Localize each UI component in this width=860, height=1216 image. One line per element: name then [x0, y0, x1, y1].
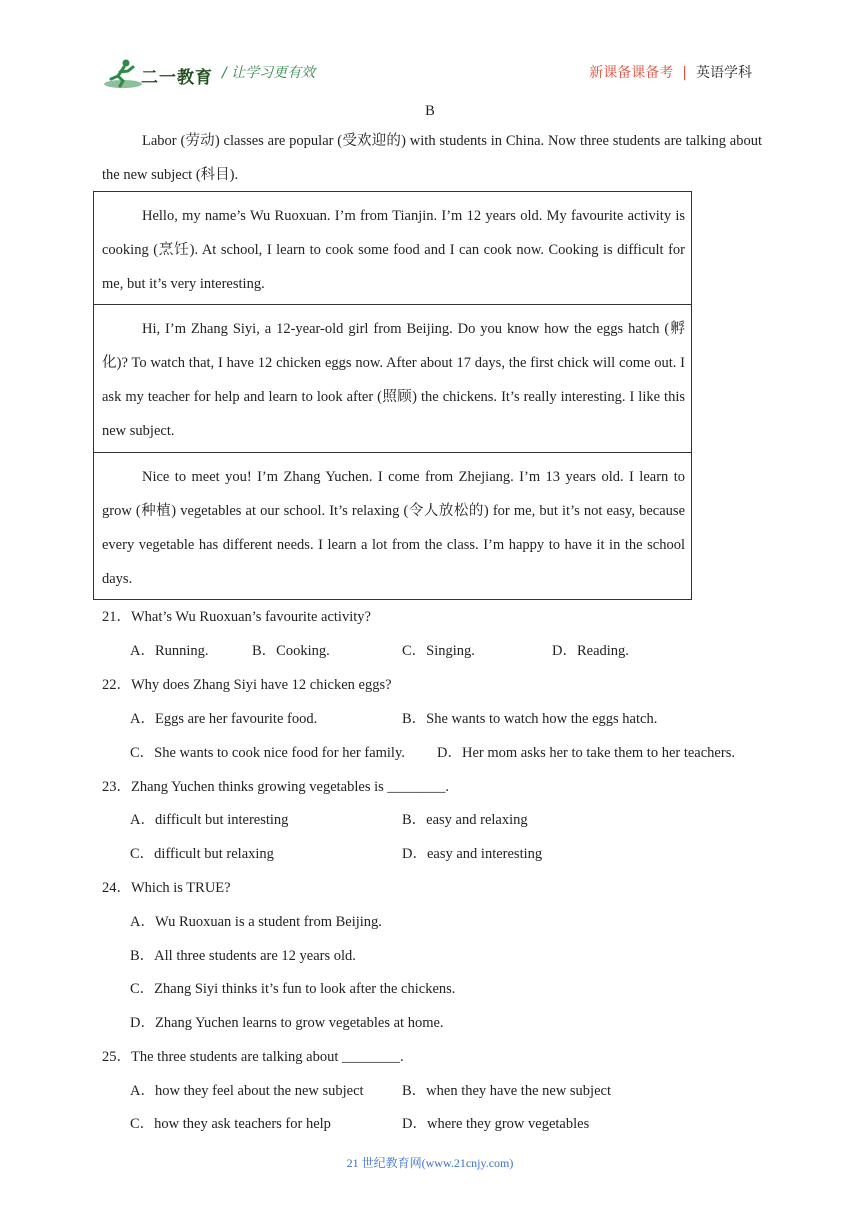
q23-option-d: D．easy and interesting — [402, 846, 543, 862]
question-24-stem: 24．Which is TRUE? — [102, 880, 231, 896]
q25-option-a: A．how they feel about the new subject — [130, 1083, 364, 1099]
q21-option-a: A．Running. — [130, 643, 209, 659]
question-23-stem: 23．Zhang Yuchen thinks growing vegetables is ________. — [102, 779, 450, 795]
runner-logo-icon — [103, 57, 143, 89]
q22-option-b: B．She wants to watch how the eggs hatch. — [402, 711, 658, 727]
passage-text: Hello, my name’s Wu Ruoxuan. I’m from Tianjin. I’m 12 years old. My favourite activity is cooking (烹饪). At school, I learn to cook some food and I can cook now. Cooking is difficult for me, but it’s very interesting. — [102, 208, 685, 292]
header-course-label: 新课备课备考 — [589, 65, 674, 81]
q22-option-d: D．Her mom asks her to take them to her teachers. — [437, 745, 735, 761]
q25-option-b: B．when they have the new subject — [402, 1083, 611, 1099]
q24-option-a: A．Wu Ruoxuan is a student from Beijing. — [130, 914, 382, 930]
q24-option-b: B．All three students are 12 years old. — [130, 948, 356, 964]
header-separator: | — [682, 65, 687, 81]
intro-paragraph: Labor (劳动) classes are popular (受欢迎的) with students in China. Now three students are talking about the new subject (科目). — [102, 133, 762, 183]
header-subject: 英语学科 — [696, 65, 752, 81]
q23-option-c: C．difficult but relaxing — [130, 846, 274, 862]
logo — [103, 57, 215, 89]
q24-option-c: C．Zhang Siyi thinks it’s fun to look after the chickens. — [130, 981, 456, 997]
passage-text: Hi, I’m Zhang Siyi, a 12-year-old girl from Beijing. Do you know how the eggs hatch (孵化)? To watch that, I have 12 chicken eggs now. After about 17 days, the first chick will come out. I ask my teacher for help and learn to look after (照顾) the chickens. It’s really interesting. I like this new subject. — [102, 321, 685, 439]
section-title: B — [425, 103, 435, 119]
question-22-stem: 22．Why does Zhang Siyi have 12 chicken eggs? — [102, 677, 392, 693]
q22-option-a: A．Eggs are her favourite food. — [130, 711, 318, 727]
q25-option-d: D．where they grow vegetables — [402, 1116, 590, 1132]
page-header — [0, 0, 860, 100]
passage-text: Nice to meet you! I’m Zhang Yuchen. I come from Zhejiang. I’m 13 years old. I learn to grow (种植) vegetables at our school. It’s relaxing (令人放松的) for me, but it’s not easy, because every vegetable has different needs. I learn a lot from the class. I’m happy to have it in the school days. — [102, 469, 685, 587]
q22-option-c: C．She wants to cook nice food for her family. — [130, 745, 405, 761]
passage-box-zhang-siyi — [93, 304, 692, 453]
footer-source: 21 世纪教育网(www.21cnjy.com) — [346, 1156, 514, 1170]
q21-option-d: D．Reading. — [552, 643, 629, 659]
question-21-stem: 21．What’s Wu Ruoxuan’s favourite activity? — [102, 609, 371, 625]
q25-option-c: C．how they ask teachers for help — [130, 1116, 331, 1132]
q23-option-a: A．difficult but interesting — [130, 812, 289, 828]
question-25-stem: 25．The three students are talking about ________. — [102, 1049, 404, 1065]
passage-box-wu-ruoxuan — [93, 191, 692, 305]
slogan: / 让学习更有效 — [222, 65, 316, 81]
logo-text: 二一教育 — [141, 68, 213, 88]
q21-option-b: B．Cooking. — [252, 643, 330, 659]
header-right — [589, 62, 752, 82]
q23-option-b: B．easy and relaxing — [402, 812, 528, 828]
q21-option-c: C．Singing. — [402, 643, 475, 659]
passage-box-zhang-yuchen — [93, 452, 692, 600]
q24-option-d: D．Zhang Yuchen learns to grow vegetables at home. — [130, 1015, 444, 1031]
